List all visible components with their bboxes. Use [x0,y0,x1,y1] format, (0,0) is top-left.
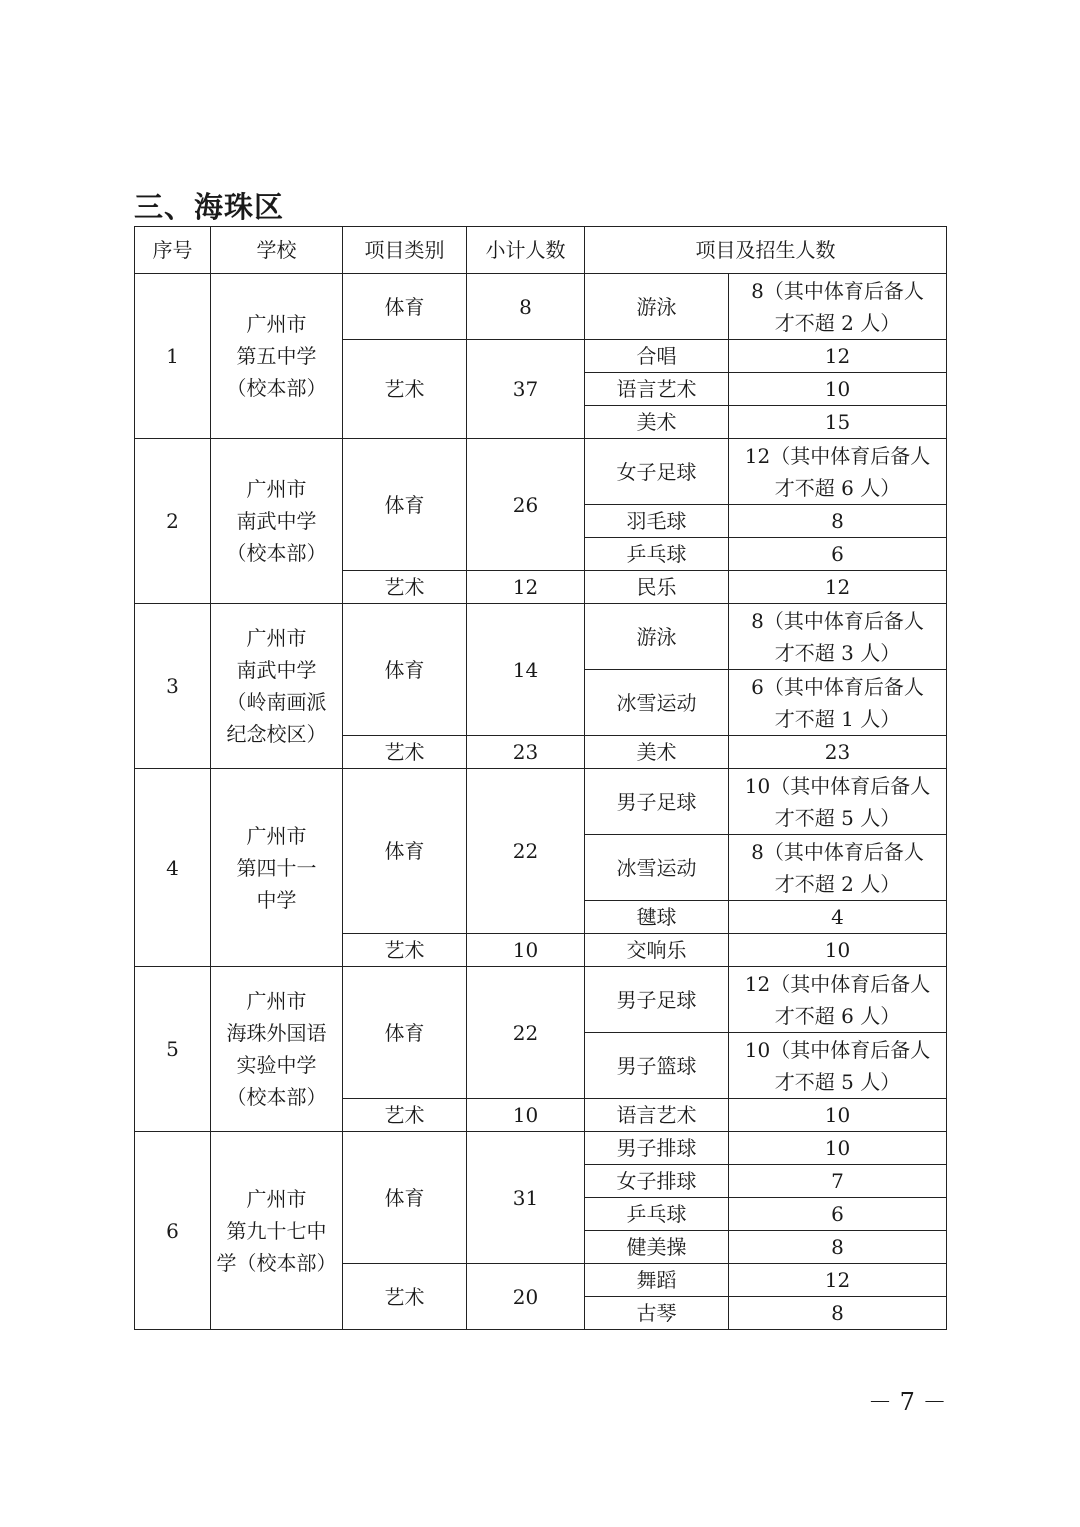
item-quota-cell: 6 [729,1198,947,1231]
header-no: 序号 [135,227,211,274]
subtotal-cell: 8 [467,274,585,340]
admissions-table [134,226,947,1330]
item-name-cell: 乒乓球 [585,1198,729,1231]
category-cell: 体育 [343,439,467,571]
item-quota-cell: 10 [729,1099,947,1132]
school-number: 4 [135,769,211,967]
section-heading: 三、海珠区 [134,190,285,224]
item-name-cell: 男子排球 [585,1132,729,1165]
subtotal-cell: 23 [467,736,585,769]
school-number: 2 [135,439,211,604]
item-name-cell: 冰雪运动 [585,835,729,901]
school-number: 1 [135,274,211,439]
school-name-line: （校本部） [226,1085,327,1109]
item-quota-cell: 15 [729,406,947,439]
item-name-cell: 古琴 [585,1297,729,1330]
table-row [135,1132,947,1165]
item-quota-cell: 8（其中体育后备人才不超 2 人） [729,274,947,340]
page-number: － 7 － [868,1388,947,1416]
category-cell: 艺术 [343,934,467,967]
item-name-cell: 男子篮球 [585,1033,729,1099]
school-name-line: 学（校本部） [216,1250,337,1275]
item-quota-cell: 12（其中体育后备人才不超 6 人） [729,967,947,1033]
school-name [211,439,343,604]
school-name-line: 南武中学 [236,509,317,533]
header-category: 项目类别 [343,227,467,274]
item-quota-cell: 10（其中体育后备人才不超 5 人） [729,769,947,835]
school-number: 3 [135,604,211,769]
subtotal-cell: 12 [467,571,585,604]
table-row [135,967,947,1033]
header-school: 学校 [211,227,343,274]
subtotal-cell: 22 [467,769,585,934]
school-name-line: 第九十七中 [226,1218,327,1243]
item-name-cell: 语言艺术 [585,373,729,406]
subtotal-cell: 31 [467,1132,585,1264]
table-row [135,274,947,340]
item-name-cell: 交响乐 [585,934,729,967]
school-name-line: 广州市 [246,477,307,501]
subtotal-cell: 37 [467,340,585,439]
subtotal-cell: 10 [467,1099,585,1132]
school-name-line: 纪念校区） [226,722,327,746]
school-name-line: 南武中学 [236,658,317,682]
item-name-cell: 乒乓球 [585,538,729,571]
subtotal-cell: 20 [467,1264,585,1330]
item-name-cell: 男子足球 [585,769,729,835]
item-quota-cell: 8 [729,505,947,538]
item-name-cell: 男子足球 [585,967,729,1033]
school-name-line: 中学 [256,887,297,912]
school-name-line: 第四十一 [236,855,317,880]
category-cell: 艺术 [343,571,467,604]
school-name-line: 广州市 [246,626,307,650]
category-cell: 艺术 [343,1264,467,1330]
category-cell: 艺术 [343,1099,467,1132]
school-name [211,604,343,769]
item-name-cell: 毽球 [585,901,729,934]
school-name-line: 实验中学 [236,1053,317,1077]
table-row [135,604,947,670]
school-name-line: 广州市 [246,312,307,336]
school-name [211,967,343,1132]
category-cell: 体育 [343,967,467,1099]
header-items: 项目及招生人数 [585,227,947,274]
category-cell: 体育 [343,769,467,934]
item-quota-cell: 10 [729,373,947,406]
item-quota-cell: 23 [729,736,947,769]
item-name-cell: 游泳 [585,274,729,340]
item-name-cell: 美术 [585,406,729,439]
school-number: 5 [135,967,211,1132]
item-quota-cell: 12 [729,340,947,373]
school-name-line: 广州市 [246,989,307,1013]
school-name-line: 广州市 [246,823,307,848]
subtotal-cell: 14 [467,604,585,736]
item-quota-cell: 10 [729,1132,947,1165]
school-name [211,274,343,439]
item-quota-cell: 6（其中体育后备人才不超 1 人） [729,670,947,736]
school-name [211,1132,343,1330]
school-number: 6 [135,1132,211,1330]
item-name-cell: 健美操 [585,1231,729,1264]
subtotal-cell: 10 [467,934,585,967]
school-name-line: 广州市 [246,1186,307,1211]
item-quota-cell: 8 [729,1231,947,1264]
category-cell: 艺术 [343,340,467,439]
subtotal-cell: 22 [467,967,585,1099]
subtotal-cell: 26 [467,439,585,571]
item-quota-cell: 4 [729,901,947,934]
item-quota-cell: 8 [729,1297,947,1330]
header-subtotal: 小计人数 [467,227,585,274]
school-name [211,769,343,967]
item-name-cell: 游泳 [585,604,729,670]
item-quota-cell: 8（其中体育后备人才不超 2 人） [729,835,947,901]
school-name-line: （校本部） [226,541,327,565]
item-quota-cell: 12（其中体育后备人才不超 6 人） [729,439,947,505]
school-name-line: 海珠外国语 [226,1021,327,1045]
table-row [135,769,947,835]
item-quota-cell: 6 [729,538,947,571]
item-name-cell: 语言艺术 [585,1099,729,1132]
table-body [135,274,947,1330]
item-name-cell: 冰雪运动 [585,670,729,736]
item-name-cell: 舞蹈 [585,1264,729,1297]
table-row [135,439,947,505]
item-quota-cell: 10 [729,934,947,967]
item-name-cell: 女子排球 [585,1165,729,1198]
item-name-cell: 民乐 [585,571,729,604]
item-name-cell: 女子足球 [585,439,729,505]
school-name-line: （岭南画派 [226,690,327,714]
school-name-line: 第五中学 [236,344,317,368]
item-quota-cell: 8（其中体育后备人才不超 3 人） [729,604,947,670]
item-quota-cell: 12 [729,1264,947,1297]
category-cell: 体育 [343,1132,467,1264]
item-name-cell: 美术 [585,736,729,769]
item-name-cell: 羽毛球 [585,505,729,538]
category-cell: 体育 [343,274,467,340]
item-quota-cell: 12 [729,571,947,604]
category-cell: 体育 [343,604,467,736]
item-name-cell: 合唱 [585,340,729,373]
item-quota-cell: 10（其中体育后备人才不超 5 人） [729,1033,947,1099]
item-quota-cell: 7 [729,1165,947,1198]
table-header-row [135,227,947,274]
school-name-line: （校本部） [226,376,327,400]
category-cell: 艺术 [343,736,467,769]
